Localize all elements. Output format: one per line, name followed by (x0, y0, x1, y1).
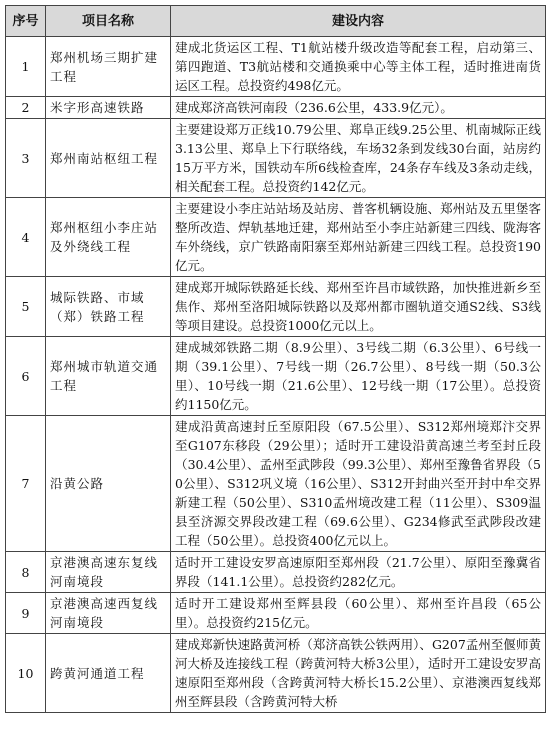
table-row (6, 416, 546, 552)
row-content: 建成郑开城际铁路延长线、郑州至许昌市域铁路，加快推进新乡至焦作、郑州至洛阳城际铁路以及郑州都市圈轨道交通S2线、S3线等项目建设。总投资1000亿元以上。 (171, 277, 546, 337)
row-name: 米字形高速铁路 (46, 97, 171, 119)
row-no: 7 (6, 416, 46, 552)
table-row (6, 277, 546, 337)
row-name: 郑州城市轨道交通工程 (46, 337, 171, 416)
row-content: 建成郑新快速路黄河桥（郑济高铁公铁两用）、G207孟州至偃师黄河大桥及连接线工程（跨黄河特大桥3公里），适时开工建设安罗高速原阳至郑州段（含跨黄河特大桥长15.2公里）、京港澳西复线郑州至辉县段（含跨黄河特大桥 (171, 634, 546, 713)
table-row (6, 593, 546, 634)
row-content: 建成城郊铁路二期（8.9公里）、3号线二期（6.3公里）、6号线一期（39.1公里）、7号线一期（26.7公里）、8号线一期（50.3公里）、10号线一期（21.6公里）、12号线一期（17公里）。总投资约1150亿元。 (171, 337, 546, 416)
row-content: 主要建设小李庄站站场及站房、普客机辆设施、郑州站及五里堡客整所改造、焊轨基地迁建，郑州站至小李庄站新建三四线、陇海客车外绕线，京广铁路南阳寨至郑州站新建三四线工程。总投资190亿元。 (171, 198, 546, 277)
table-row (6, 97, 546, 119)
table-row (6, 634, 546, 713)
row-content: 主要建设郑万正线10.79公里、郑阜正线9.25公里、机南城际正线3.13公里、郑阜上下行联络线，车场32条到发线30台面，站房约15万平方米，国铁动车所6线检查库，24条存车线及3条动走线，相关配套工程。总投资约142亿元。 (171, 119, 546, 198)
row-content: 建成北货运区工程、T1航站楼升级改造等配套工程，启动第三、第四跑道、T3航站楼和交通换乘中心等主体工程，适时推进南货运区工程。总投资约498亿元。 (171, 37, 546, 97)
table-row (6, 337, 546, 416)
row-no: 1 (6, 37, 46, 97)
row-name: 城际铁路、市域（郑）铁路工程 (46, 277, 171, 337)
row-no: 10 (6, 634, 46, 713)
row-name: 京港澳高速西复线河南境段 (46, 593, 171, 634)
row-name: 郑州机场三期扩建工程 (46, 37, 171, 97)
row-no: 4 (6, 198, 46, 277)
row-content: 适时开工建设安罗高速原阳至郑州段（21.7公里）、原阳至豫冀省界段（141.1公里）。总投资约282亿元。 (171, 552, 546, 593)
row-content: 适时开工建设郑州至辉县段（60公里）、郑州至许昌段（65公里）。总投资约215亿元。 (171, 593, 546, 634)
header-row (6, 6, 546, 37)
table-row (6, 37, 546, 97)
row-name: 沿黄公路 (46, 416, 171, 552)
row-content: 建成沿黄高速封丘至原阳段（67.5公里）、S312郑州境郑汴交界至G107东移段（29公里）；适时开工建设沿黄高速兰考至封丘段（30.4公里）、孟州至武陟段（99.3公里）、郑州至豫鲁省界段（50公里）、S312巩义境（16公里）、S312开封曲兴至开封中牟交界新建工程（50公里）、S310孟州境改建工程（11公里）、S309温县至济源交界段改建工程（69.6公里）、G234修武至武陟段改建工程（50公里）。总投资400亿元以上。 (171, 416, 546, 552)
row-name: 跨黄河通道工程 (46, 634, 171, 713)
row-name: 郑州南站枢纽工程 (46, 119, 171, 198)
table-row (6, 119, 546, 198)
row-name: 郑州枢纽小李庄站及外绕线工程 (46, 198, 171, 277)
header-name: 项目名称 (46, 6, 171, 37)
header-no: 序号 (6, 6, 46, 37)
projects-table (5, 5, 546, 713)
row-no: 9 (6, 593, 46, 634)
table-row (6, 198, 546, 277)
table-row (6, 552, 546, 593)
row-name: 京港澳高速东复线河南境段 (46, 552, 171, 593)
row-no: 2 (6, 97, 46, 119)
header-content: 建设内容 (171, 6, 546, 37)
row-no: 8 (6, 552, 46, 593)
row-no: 3 (6, 119, 46, 198)
row-no: 5 (6, 277, 46, 337)
row-no: 6 (6, 337, 46, 416)
row-content: 建成郑济高铁河南段（236.6公里，433.9亿元）。 (171, 97, 546, 119)
